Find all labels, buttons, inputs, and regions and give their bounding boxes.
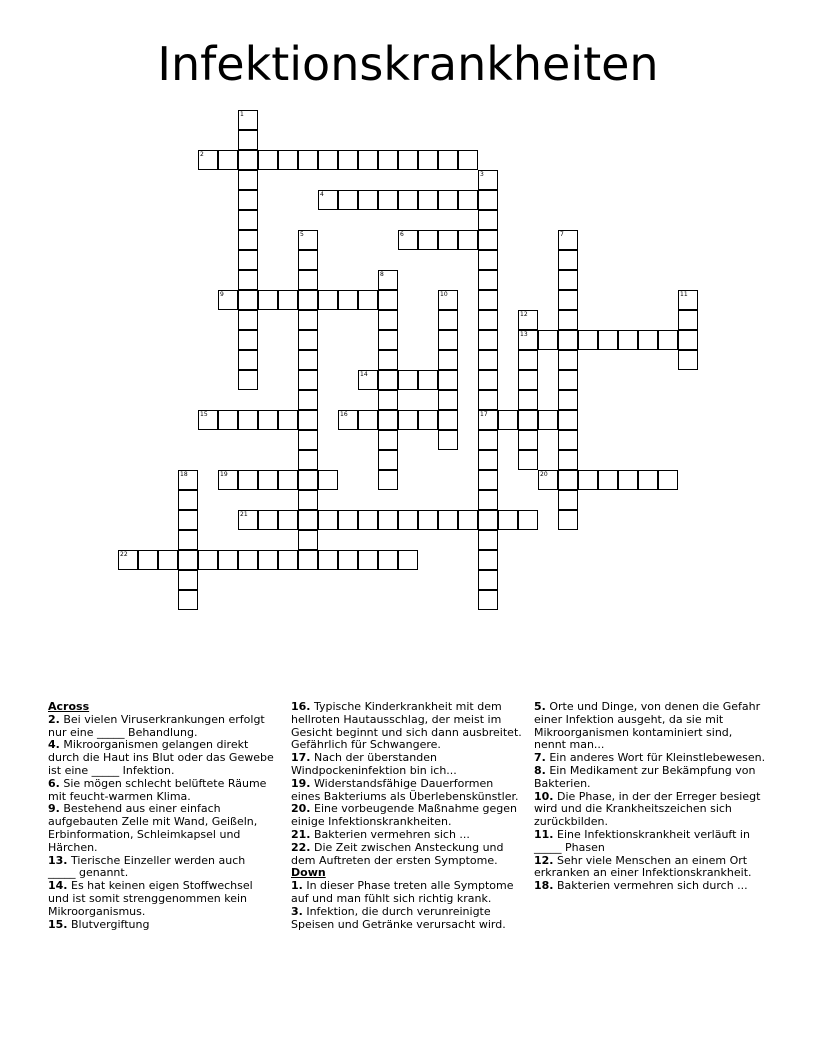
down-clue [291, 906, 523, 932]
grid-cell[interactable] [178, 510, 198, 530]
grid-cell[interactable] [238, 250, 258, 270]
grid-cell[interactable] [238, 170, 258, 190]
grid-cell[interactable] [398, 150, 418, 170]
across-heading: Across [48, 700, 90, 713]
grid-cell[interactable] [298, 370, 318, 390]
grid-cell[interactable] [218, 550, 238, 570]
clue-number: 6 [400, 231, 404, 238]
grid-cell[interactable] [518, 410, 538, 430]
grid-cell[interactable] [458, 150, 478, 170]
clue-text: Tierische Einzeller werden auch _____ genannt. [48, 853, 246, 880]
clue-text: In dieser Phase treten alle Symptome auf und man fühlt sich richtig krank. [291, 879, 514, 905]
grid-cell[interactable] [198, 410, 218, 430]
grid-cell[interactable] [658, 470, 678, 490]
grid-cell[interactable] [218, 470, 238, 490]
grid-cell[interactable] [618, 470, 638, 490]
grid-cell[interactable] [378, 190, 398, 210]
grid-cell[interactable] [558, 510, 578, 530]
grid-cell[interactable] [298, 270, 318, 290]
grid-cell[interactable] [258, 150, 278, 170]
grid-cell[interactable] [358, 550, 378, 570]
across-clue [291, 778, 523, 804]
grid-cell[interactable] [378, 370, 398, 390]
grid-cell[interactable] [178, 530, 198, 550]
grid-cell[interactable] [478, 450, 498, 470]
clue-label: 7. [534, 751, 546, 765]
grid-cell[interactable] [238, 210, 258, 230]
grid-cell[interactable] [238, 230, 258, 250]
grid-cell[interactable] [378, 450, 398, 470]
grid-cell[interactable] [378, 510, 398, 530]
grid-cell[interactable] [298, 450, 318, 470]
grid-cell[interactable] [478, 550, 498, 570]
grid-cell[interactable] [438, 350, 458, 370]
grid-cell[interactable] [338, 510, 358, 530]
across-clue [48, 714, 276, 740]
grid-cell[interactable] [118, 550, 138, 570]
clue-label: 3. [291, 904, 303, 918]
grid-cell[interactable] [438, 310, 458, 330]
grid-cell[interactable] [398, 370, 418, 390]
grid-cell[interactable] [478, 290, 498, 310]
grid-cell[interactable] [418, 410, 438, 430]
grid-cell[interactable] [478, 510, 498, 530]
clue-number: 5 [300, 231, 304, 238]
grid-cell[interactable] [178, 470, 198, 490]
clue-label: 17. [291, 751, 311, 765]
grid-cell[interactable] [238, 130, 258, 150]
clue-label: 1. [291, 879, 303, 893]
across-clue [48, 778, 276, 804]
clue-number: 7 [560, 231, 564, 238]
clue-text: Ein anderes Wort für Kleinstlebewesen. [549, 751, 766, 765]
grid-cell[interactable] [478, 470, 498, 490]
clue-label: 8. [534, 763, 546, 777]
grid-cell[interactable] [578, 470, 598, 490]
clue-number: 15 [200, 411, 208, 418]
grid-cell[interactable] [298, 290, 318, 310]
grid-cell[interactable] [378, 290, 398, 310]
grid-cell[interactable] [678, 310, 698, 330]
grid-cell[interactable] [298, 530, 318, 550]
grid-cell[interactable] [358, 150, 378, 170]
clue-number: 10 [440, 291, 448, 298]
grid-cell[interactable] [378, 470, 398, 490]
grid-cell[interactable] [398, 550, 418, 570]
grid-cell[interactable] [138, 550, 158, 570]
grid-cell[interactable] [478, 490, 498, 510]
grid-cell[interactable] [238, 550, 258, 570]
grid-cell[interactable] [558, 270, 578, 290]
grid-cell[interactable] [398, 510, 418, 530]
grid-cell[interactable] [518, 390, 538, 410]
grid-cell[interactable] [198, 550, 218, 570]
grid-cell[interactable] [278, 150, 298, 170]
grid-cell[interactable] [298, 430, 318, 450]
grid-cell[interactable] [418, 230, 438, 250]
grid-cell[interactable] [378, 330, 398, 350]
grid-cell[interactable] [378, 310, 398, 330]
clue-text: Orte und Dinge, von denen die Gefahr einer Infektion ausgeht, da sie mit Mikroorganismen kontaminiert sind, nennt man... [534, 700, 761, 752]
clue-label: 4. [48, 738, 60, 752]
across-clue [48, 919, 276, 932]
clue-number: 11 [680, 291, 688, 298]
clue-label: 5. [534, 700, 546, 713]
clue-text: Infektion, die durch verunreinigte Speisen und Getränke verursacht wird. [291, 904, 506, 931]
clue-text: Bakterien vermehren sich ... [314, 827, 470, 841]
across-clue [291, 803, 523, 829]
grid-cell[interactable] [538, 330, 558, 350]
grid-cell[interactable] [278, 410, 298, 430]
grid-cell[interactable] [598, 470, 618, 490]
grid-cell[interactable] [458, 190, 478, 210]
grid-cell[interactable] [258, 550, 278, 570]
grid-cell[interactable] [198, 150, 218, 170]
down-clue [534, 701, 766, 752]
grid-cell[interactable] [478, 370, 498, 390]
grid-cell[interactable] [298, 550, 318, 570]
grid-cell[interactable] [558, 430, 578, 450]
clue-text: Typische Kinderkrankheit mit dem hellroten Hautausschlag, der meist im Gesicht beginnt und sich dann ausbreitet. Gefährlich für Schwangere. [291, 700, 522, 752]
grid-cell[interactable] [438, 410, 458, 430]
across-clue [291, 752, 523, 778]
clue-number: 3 [480, 171, 484, 178]
grid-cell[interactable] [518, 330, 538, 350]
clue-label: 12. [534, 853, 554, 867]
clue-number: 12 [520, 311, 528, 318]
grid-cell[interactable] [558, 470, 578, 490]
clue-text: Bei vielen Viruserkrankungen erfolgt nur eine _____ Behandlung. [48, 712, 265, 739]
clue-label: 19. [291, 776, 311, 790]
clue-text: Die Zeit zwischen Ansteckung und dem Auftreten der ersten Symptome. [291, 840, 504, 867]
grid-cell[interactable] [438, 230, 458, 250]
grid-cell[interactable] [418, 150, 438, 170]
grid-cell[interactable] [638, 470, 658, 490]
grid-cell[interactable] [158, 550, 178, 570]
down-clue [534, 791, 766, 829]
grid-cell[interactable] [318, 290, 338, 310]
grid-cell[interactable] [558, 230, 578, 250]
clue-number: 14 [360, 371, 368, 378]
clue-label: 10. [534, 789, 554, 803]
grid-cell[interactable] [478, 330, 498, 350]
grid-cell[interactable] [498, 510, 518, 530]
grid-cell[interactable] [478, 190, 498, 210]
grid-cell[interactable] [678, 350, 698, 370]
grid-cell[interactable] [298, 250, 318, 270]
clue-label: 9. [48, 802, 60, 816]
grid-cell[interactable] [438, 290, 458, 310]
grid-cell[interactable] [278, 290, 298, 310]
grid-cell[interactable] [258, 410, 278, 430]
grid-cell[interactable] [298, 330, 318, 350]
grid-cell[interactable] [678, 330, 698, 350]
grid-cell[interactable] [358, 410, 378, 430]
clue-text: Bestehend aus einer einfach aufgebauten Zelle mit Wand, Geißeln, Erbinformation, Schleimkapsel und Härchen. [48, 802, 258, 854]
clue-text: Sie mögen schlecht belüftete Räume mit feucht-warmen Klima. [48, 776, 267, 803]
clue-label: 13. [48, 853, 68, 867]
grid-cell[interactable] [598, 330, 618, 350]
grid-cell[interactable] [258, 290, 278, 310]
grid-cell[interactable] [478, 310, 498, 330]
grid-cell[interactable] [418, 510, 438, 530]
clue-number: 2 [200, 151, 204, 158]
across-clue [48, 855, 276, 881]
grid-cell[interactable] [558, 410, 578, 430]
clue-number: 19 [220, 471, 228, 478]
grid-cell[interactable] [658, 330, 678, 350]
grid-cell[interactable] [438, 510, 458, 530]
clue-number: 22 [120, 551, 128, 558]
across-clue [48, 880, 276, 918]
grid-cell[interactable] [378, 390, 398, 410]
grid-cell[interactable] [378, 150, 398, 170]
grid-cell[interactable] [178, 570, 198, 590]
grid-cell[interactable] [518, 370, 538, 390]
grid-cell[interactable] [478, 570, 498, 590]
grid-cell[interactable] [378, 270, 398, 290]
clue-text: Es hat keinen eigen Stoffwechsel und ist somit strenggenommen kein Mikroorganismus. [48, 879, 253, 918]
grid-cell[interactable] [318, 510, 338, 530]
grid-cell[interactable] [538, 410, 558, 430]
grid-cell[interactable] [338, 150, 358, 170]
grid-cell[interactable] [258, 510, 278, 530]
grid-cell[interactable] [518, 450, 538, 470]
grid-cell[interactable] [558, 250, 578, 270]
grid-cell[interactable] [398, 230, 418, 250]
clue-column-2 [291, 701, 523, 931]
clue-text: Ein Medikament zur Bekämpfung von Bakterien. [534, 763, 756, 790]
grid-cell[interactable] [338, 410, 358, 430]
grid-cell[interactable] [518, 430, 538, 450]
clue-label: 11. [534, 827, 554, 841]
grid-cell[interactable] [558, 450, 578, 470]
clue-number: 21 [240, 511, 248, 518]
grid-cell[interactable] [578, 330, 598, 350]
clue-text: Die Phase, in der der Erreger besiegt wird und die Krankheitszeichen sich zurückbilden. [534, 789, 761, 829]
grid-cell[interactable] [498, 410, 518, 430]
grid-cell[interactable] [218, 290, 238, 310]
grid-cell[interactable] [278, 550, 298, 570]
grid-cell[interactable] [298, 310, 318, 330]
clue-column-3 [534, 701, 766, 893]
grid-cell[interactable] [438, 150, 458, 170]
clue-label: 15. [48, 917, 68, 931]
grid-cell[interactable] [238, 270, 258, 290]
grid-cell[interactable] [238, 370, 258, 390]
across-clue [48, 739, 276, 777]
clue-text: Nach der überstanden Windpockeninfektion bin ich... [291, 751, 457, 777]
grid-cell[interactable] [238, 470, 258, 490]
grid-cell[interactable] [418, 190, 438, 210]
grid-cell[interactable] [358, 510, 378, 530]
grid-cell[interactable] [558, 330, 578, 350]
clue-number: 8 [380, 271, 384, 278]
clue-number: 1 [240, 111, 244, 118]
clue-number: 17 [480, 411, 488, 418]
grid-cell[interactable] [238, 350, 258, 370]
clue-text: Bakterien vermehren sich durch ... [557, 879, 748, 893]
grid-cell[interactable] [298, 350, 318, 370]
grid-cell[interactable] [218, 150, 238, 170]
grid-cell[interactable] [518, 310, 538, 330]
grid-cell[interactable] [478, 350, 498, 370]
clue-label: 6. [48, 776, 60, 790]
grid-cell[interactable] [438, 430, 458, 450]
grid-cell[interactable] [478, 210, 498, 230]
grid-cell[interactable] [358, 190, 378, 210]
grid-cell[interactable] [558, 490, 578, 510]
grid-cell[interactable] [558, 350, 578, 370]
down-heading: Down [291, 866, 326, 880]
grid-cell[interactable] [298, 510, 318, 530]
grid-cell[interactable] [238, 510, 258, 530]
clue-label: 18. [534, 879, 554, 893]
grid-cell[interactable] [338, 190, 358, 210]
grid-cell[interactable] [378, 550, 398, 570]
grid-cell[interactable] [298, 470, 318, 490]
grid-cell[interactable] [478, 250, 498, 270]
grid-cell[interactable] [418, 370, 438, 390]
grid-cell[interactable] [518, 510, 538, 530]
down-clue [534, 765, 766, 791]
grid-cell[interactable] [238, 310, 258, 330]
grid-cell[interactable] [178, 590, 198, 610]
puzzle-title: Infektionskrankheiten [157, 37, 659, 91]
grid-cell[interactable] [438, 370, 458, 390]
clue-number: 4 [320, 191, 324, 198]
across-clue [48, 803, 276, 854]
clue-number: 9 [220, 291, 224, 298]
grid-cell[interactable] [438, 390, 458, 410]
grid-cell[interactable] [298, 230, 318, 250]
clue-text: Sehr viele Menschen an einem Ort erkranken an einer Infektionskrankheit. [534, 853, 752, 880]
grid-cell[interactable] [258, 470, 278, 490]
grid-cell[interactable] [318, 470, 338, 490]
grid-cell[interactable] [378, 410, 398, 430]
grid-cell[interactable] [338, 550, 358, 570]
grid-cell[interactable] [478, 530, 498, 550]
grid-cell[interactable] [178, 550, 198, 570]
clue-number: 18 [180, 471, 188, 478]
clue-column-1 [48, 701, 276, 931]
clue-number: 13 [520, 331, 528, 338]
across-clue [291, 842, 523, 868]
grid-cell[interactable] [178, 490, 198, 510]
grid-cell[interactable] [358, 290, 378, 310]
grid-cell[interactable] [338, 290, 358, 310]
grid-cell[interactable] [378, 350, 398, 370]
grid-cell[interactable] [478, 410, 498, 430]
grid-cell[interactable] [298, 390, 318, 410]
grid-cell[interactable] [438, 190, 458, 210]
grid-cell[interactable] [378, 430, 398, 450]
grid-cell[interactable] [398, 190, 418, 210]
across-clue [291, 701, 523, 752]
grid-cell[interactable] [678, 290, 698, 310]
grid-cell[interactable] [558, 390, 578, 410]
grid-cell[interactable] [318, 190, 338, 210]
clue-number: 16 [340, 411, 348, 418]
clue-text: Widerstandsfähige Dauerformen eines Bakteriums als Überlebenskünstler. [291, 776, 519, 803]
down-clue [291, 880, 523, 906]
grid-cell[interactable] [518, 350, 538, 370]
clue-text: Mikroorganismen gelangen direkt durch die Haut ins Blut oder das Gewebe ist eine _____ Infektion. [48, 738, 274, 777]
grid-cell[interactable] [278, 470, 298, 490]
clue-text: Eine Infektionskrankheit verläuft in _____ Phasen [534, 827, 750, 854]
clue-text: Blutvergiftung [71, 917, 150, 931]
down-clue [534, 855, 766, 881]
grid-cell[interactable] [478, 270, 498, 290]
grid-cell[interactable] [238, 150, 258, 170]
grid-cell[interactable] [478, 230, 498, 250]
grid-cell[interactable] [438, 330, 458, 350]
down-clue [534, 880, 766, 893]
grid-cell[interactable] [558, 370, 578, 390]
grid-cell[interactable] [538, 470, 558, 490]
grid-cell[interactable] [238, 290, 258, 310]
grid-cell[interactable] [298, 490, 318, 510]
grid-cell[interactable] [298, 150, 318, 170]
grid-cell[interactable] [638, 330, 658, 350]
grid-cell[interactable] [298, 410, 318, 430]
clue-label: 20. [291, 802, 311, 816]
clue-label: 16. [291, 700, 311, 713]
grid-cell[interactable] [358, 370, 378, 390]
grid-cell[interactable] [318, 550, 338, 570]
grid-cell[interactable] [238, 190, 258, 210]
grid-cell[interactable] [458, 510, 478, 530]
grid-cell[interactable] [478, 390, 498, 410]
clue-label: 14. [48, 879, 68, 893]
grid-cell[interactable] [238, 110, 258, 130]
grid-cell[interactable] [618, 330, 638, 350]
grid-cell[interactable] [478, 170, 498, 190]
grid-cell[interactable] [238, 410, 258, 430]
clue-label: 21. [291, 827, 311, 841]
grid-cell[interactable] [278, 510, 298, 530]
grid-cell[interactable] [238, 330, 258, 350]
grid-cell[interactable] [398, 410, 418, 430]
grid-cell[interactable] [558, 290, 578, 310]
grid-cell[interactable] [478, 430, 498, 450]
grid-cell[interactable] [558, 310, 578, 330]
clue-number: 20 [540, 471, 548, 478]
grid-cell[interactable] [458, 230, 478, 250]
grid-cell[interactable] [218, 410, 238, 430]
clue-label: 22. [291, 840, 311, 854]
down-clue [534, 829, 766, 855]
clue-text: Eine vorbeugende Maßnahme gegen einige Infektionskrankheiten. [291, 802, 517, 829]
grid-cell[interactable] [478, 590, 498, 610]
grid-cell[interactable] [318, 150, 338, 170]
clue-label: 2. [48, 712, 60, 726]
